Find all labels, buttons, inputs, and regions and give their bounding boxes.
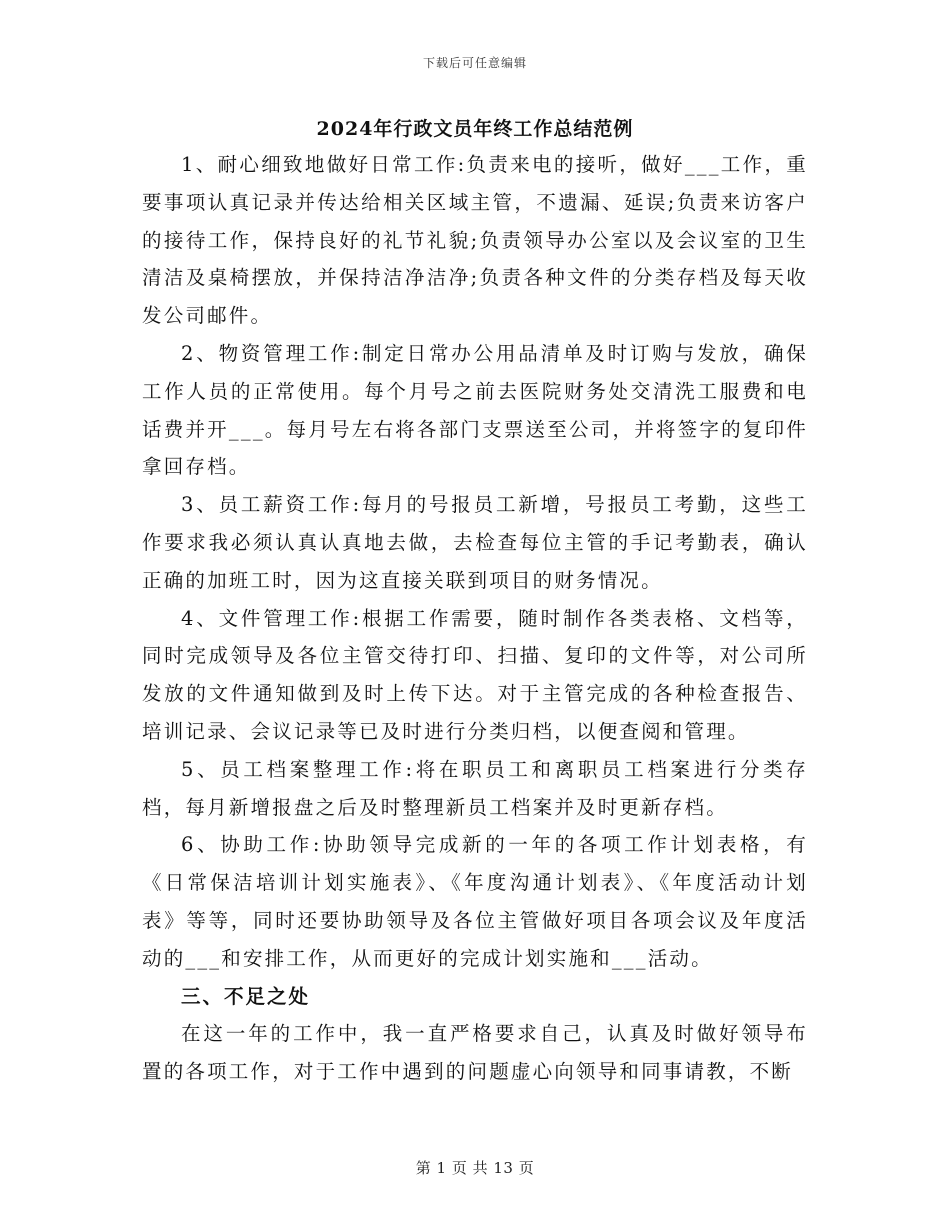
section-heading: 三、不足之处 xyxy=(181,984,311,1008)
paragraph-2: 2、物资管理工作:制定日常办公用品清单及时订购与发放，确保工作人员的正常使用。每个月号之前去医院财务处交清洗工服费和电话费并开___。每月号左右将各部门支票送至公司，并将签字的复印件拿回存档。 xyxy=(142,341,808,479)
paragraph-5: 5、员工档案整理工作:将在职员工和离职员工档案进行分类存档，每月新增报盘之后及时整理新员工档案并及时更新存档。 xyxy=(142,757,808,819)
paragraph-4: 4、文件管理工作:根据工作需要，随时制作各类表格、文档等，同时完成领导及各位主管交待打印、扫描、复印的文件等，对公司所发放的文件通知做到及时上传下达。对于主管完成的各种检查报告、培训记录、会议记录等已及时进行分类归档，以便查阅和管理。 xyxy=(142,606,808,743)
header-note: 下载后可任意编辑 xyxy=(422,56,527,70)
paragraph-6: 6、协助工作:协助领导完成新的一年的各项工作计划表格，有《日常保洁培训计划实施表》、《年度沟通计划表》、《年度活动计划表》等等，同时还要协助领导及各位主管做好项目各项会议及年度活动的___和安排工作，从而更好的完成计划实施和___活动。 xyxy=(142,833,808,970)
paragraph-3: 3、员工薪资工作:每月的号报员工新增，号报员工考勤，这些工作要求我必须认真认真地去做，去检查每位主管的手记考勤表，确认正确的加班工时，因为这直接关联到项目的财务情况。 xyxy=(142,493,808,592)
paragraph-1: 1、耐心细致地做好日常工作:负责来电的接听，做好___工作，重要事项认真记录并传达给相关区域主管，不遗漏、延误;负责来访客户的接待工作，保持良好的礼节礼貌;负责领导办公室以及会议室的卫生清洁及桌椅摆放，并保持洁净洁净;负责各种文件的分类存档及每天收发公司邮件。 xyxy=(142,153,808,328)
document-body xyxy=(142,146,808,1091)
document-title: 2024年行政文员年终工作总结范例 xyxy=(316,118,634,140)
page-number-footer: 第 1 页 共 13 页 xyxy=(415,1159,535,1177)
section-paragraph: 在这一年的工作中，我一直严格要求自己，认真及时做好领导布置的各项工作，对于工作中遇到的问题虚心向领导和同事请教，不断 xyxy=(142,1022,808,1084)
